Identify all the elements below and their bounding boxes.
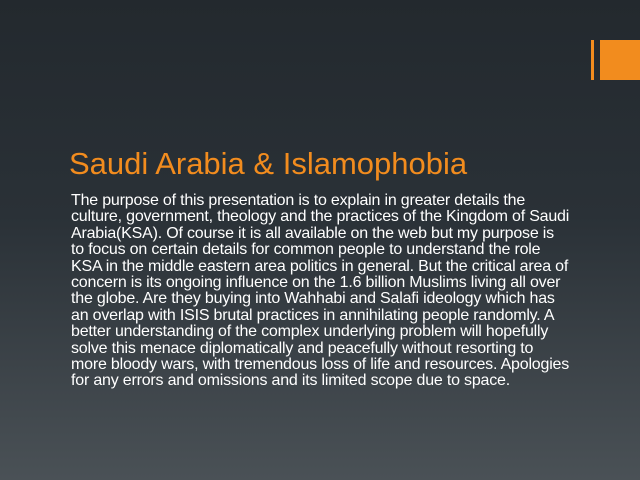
accent-bar-thin <box>591 40 594 80</box>
slide-body-text: The purpose of this presentation is to explain in greater details the culture, government, theology and the practices of the Kingdom of Saudi Arabia(KSA). Of course it is all available on the web but my purpose is to focus on certain details for common people to understand the role KSA in the middle eastern area politics in general. But the critical area of concern is its ongoing influence on the 1.6 billion Muslims living all over the globe. Are they buying into Wahhabi and Salafi ideology which has an overlap with ISIS brutal practices in annihilating people randomly. A better understanding of the complex underlying problem will hopefully solve this menace diplomatically and peacefully without resorting to more bloody wars, with tremendous loss of life and resources. Apologies for any errors and omissions and its limited scope due to space. <box>71 192 570 390</box>
slide-title: Saudi Arabia & Islamophobia <box>69 146 468 181</box>
accent-bar-thick <box>600 40 640 80</box>
